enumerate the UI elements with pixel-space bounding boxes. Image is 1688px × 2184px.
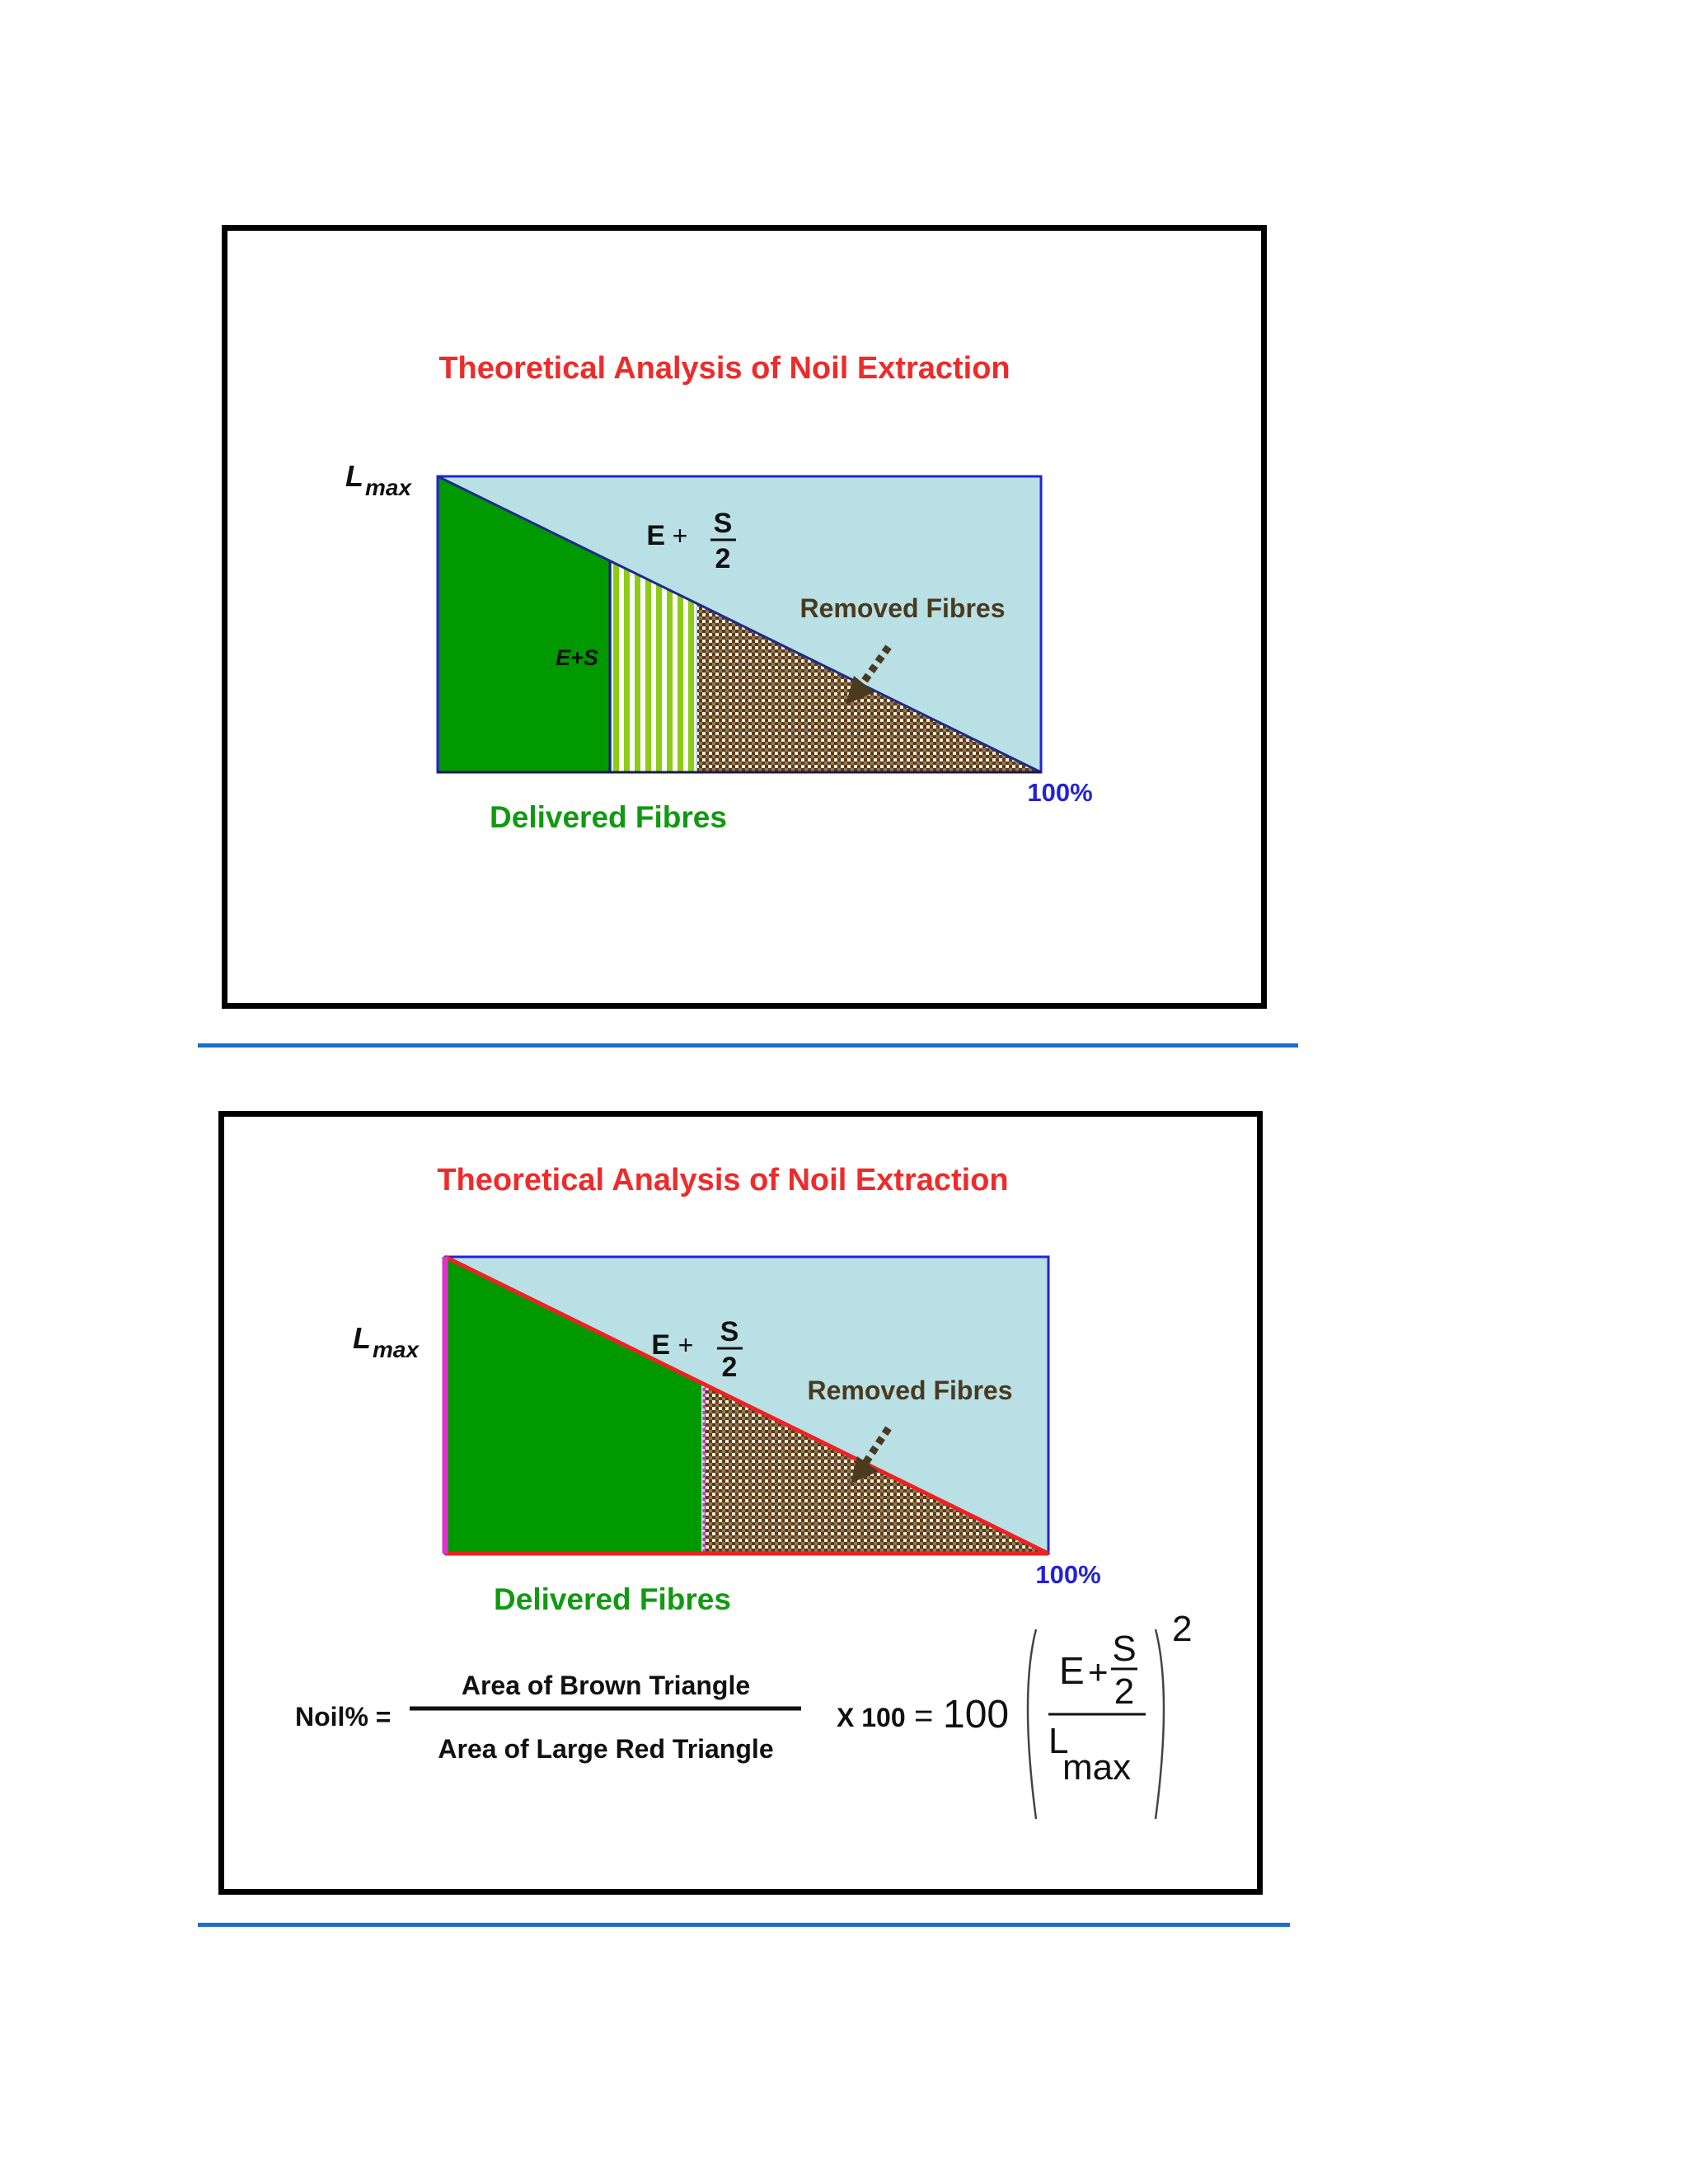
formula-exponent: 2 xyxy=(1172,1609,1193,1649)
separator-line xyxy=(198,1043,1298,1047)
delivered-fibres-label: Delivered Fibres xyxy=(490,800,727,834)
formula-two: 2 xyxy=(1114,1671,1135,1712)
formula-max: max xyxy=(1062,1747,1132,1788)
formula-equals: = xyxy=(914,1698,934,1734)
formula-numerator: Area of Brown Triangle xyxy=(461,1671,751,1700)
formula-l: L xyxy=(1048,1721,1069,1761)
percent-label: 100% xyxy=(1035,1560,1101,1589)
right-paren xyxy=(1156,1629,1164,1819)
fraction-two: 2 xyxy=(721,1352,738,1383)
slide-2 xyxy=(218,1111,1263,1895)
left-paren xyxy=(1028,1629,1036,1819)
formula-plus: + xyxy=(1088,1652,1109,1691)
formula-multiplier: X 100 xyxy=(837,1703,906,1732)
removed-fibres-label: Removed Fibres xyxy=(807,1376,1013,1405)
delivered-fibres-label: Delivered Fibres xyxy=(494,1582,731,1616)
lmax-label: L xyxy=(345,459,363,493)
separator-line xyxy=(198,1923,1290,1927)
formula-coefficient: 100 xyxy=(943,1693,1010,1736)
formula-lhs: Noil% = xyxy=(295,1702,392,1732)
lmax-subscript: max xyxy=(365,475,412,500)
slide-1 xyxy=(222,225,1267,1009)
lmax-subscript: max xyxy=(373,1337,420,1362)
removed-fibres-label: Removed Fibres xyxy=(799,593,1006,623)
slide-title: Theoretical Analysis of Noil Extraction xyxy=(438,351,1010,386)
noil-diagram-2 xyxy=(224,1117,1257,1889)
es-label: E+S xyxy=(556,645,598,670)
formula-e: E xyxy=(1059,1649,1085,1692)
fraction-two: 2 xyxy=(715,543,731,574)
lmax-label: L xyxy=(353,1321,371,1355)
formula-denominator: Area of Large Red Triangle xyxy=(438,1734,774,1764)
percent-label: 100% xyxy=(1027,778,1093,807)
noil-formula xyxy=(295,1609,1192,1819)
fraction-e: E xyxy=(646,520,665,551)
fraction-e: E xyxy=(651,1329,670,1361)
slide-title: Theoretical Analysis of Noil Extraction xyxy=(437,1163,1009,1197)
formula-s: S xyxy=(1112,1629,1137,1669)
fraction-plus: + xyxy=(678,1330,694,1360)
fraction-s: S xyxy=(720,1316,739,1347)
noil-diagram-1 xyxy=(227,231,1261,1003)
fraction-s: S xyxy=(713,508,733,539)
fraction-plus: + xyxy=(672,521,688,551)
